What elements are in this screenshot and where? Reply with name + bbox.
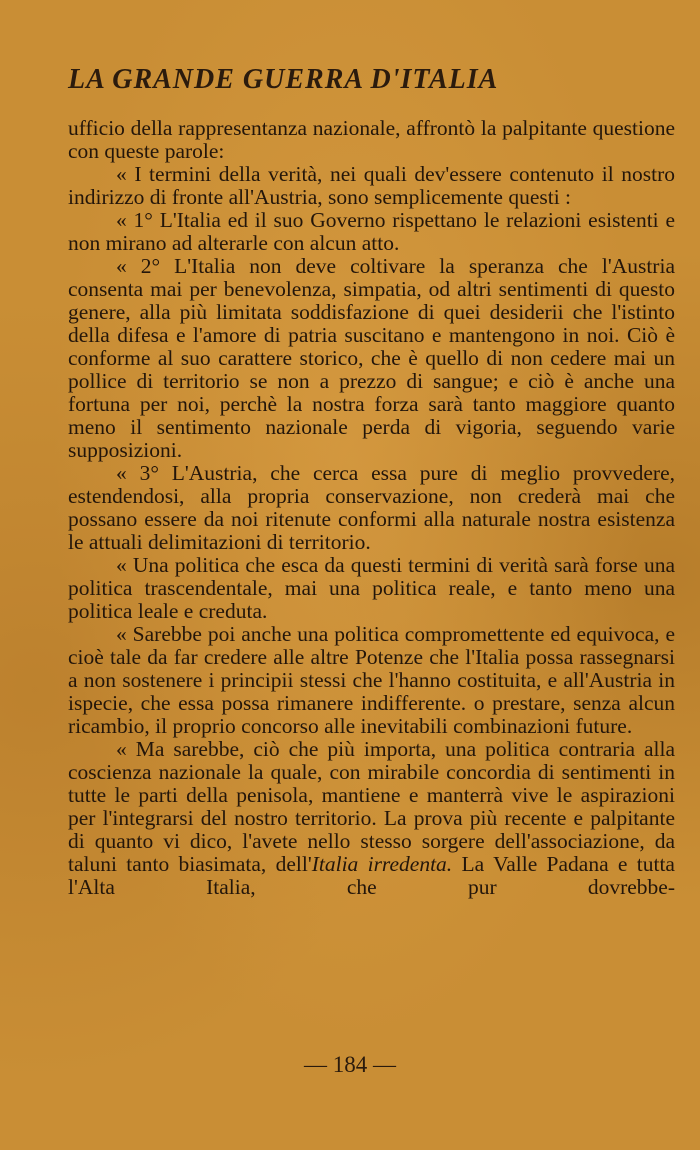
paragraph [68, 738, 675, 899]
paragraph-text: « Ma sarebbe, ciò che più importa, una politica contraria alla coscienza nazionale la quale, con mirabile concordia di sentimenti in tutte le parti della penisola, mantiene e manterrà vive le aspirazioni per l'integrarsi del nostro territorio. La prova più recente e palpitante di quanto vi dico, l'avete nello stesso sorgere dell'associazione, da taluni tanto biasimata, dell' [68, 737, 675, 876]
paragraph: « 3° L'Austria, che cerca essa pure di meglio provvedere, estendendosi, alla propria conservazione, non crederà mai che possano essere da noi ritenute conformi alla naturale nostra esistenza le attuali delimitazioni di territorio. [68, 461, 675, 554]
paragraph: « I termini della verità, nei quali dev'essere contenuto il nostro indirizzo di fronte all'Austria, sono semplicemente questi : [68, 162, 675, 209]
body-text [68, 117, 675, 899]
italic-title: Italia irredenta. [311, 852, 453, 876]
paragraph: « 1° L'Italia ed il suo Governo rispettano le relazioni esistenti e non mirano ad alterarle con alcun atto. [68, 208, 675, 255]
paragraph: « 2° L'Italia non deve coltivare la speranza che l'Austria consenta mai per benevolenza, simpatia, od altri sentimenti di questo genere, alla più limitata soddisfazione di quei desiderii che l'istinto della difesa e l'amore di patria suscitano e mantengono in noi. Ciò è conforme al suo carattere storico, che è quello di non cedere mai un pollice di territorio se non a prezzo di sangue; e ciò è anche una fortuna per noi, perchè la nostra forza sarà tanto maggiore quanto meno il sentimento nazionale perda di vigoria, seguendo varie supposizioni. [68, 254, 675, 462]
paragraph: « Sarebbe poi anche una politica compromettente ed equivoca, e cioè tale da far credere alle altre Potenze che l'Italia possa rassegnarsi a non sostenere i principii stessi che l'hanno costituita, e all'Austria in ispecie, che essa possa rimanere indifferente. o prestare, senza alcun ricambio, il proprio concorso alle inevitabili combinazioni future. [68, 622, 675, 738]
running-head: LA GRANDE GUERRA D'ITALIA [68, 64, 499, 95]
paragraph-text: La Valle Padana e tutta l'Alta Italia, che pur dovrebbe- [68, 852, 675, 899]
paragraph: « Una politica che esca da questi termini di verità sarà forse una politica trascendentale, mai una politica reale, e tanto meno una politica leale e creduta. [68, 553, 675, 623]
page-number: — 184 — [304, 1052, 396, 1077]
paragraph: ufficio della rappresentanza nazionale, affrontò la palpitante questione con queste parole: [68, 116, 675, 163]
